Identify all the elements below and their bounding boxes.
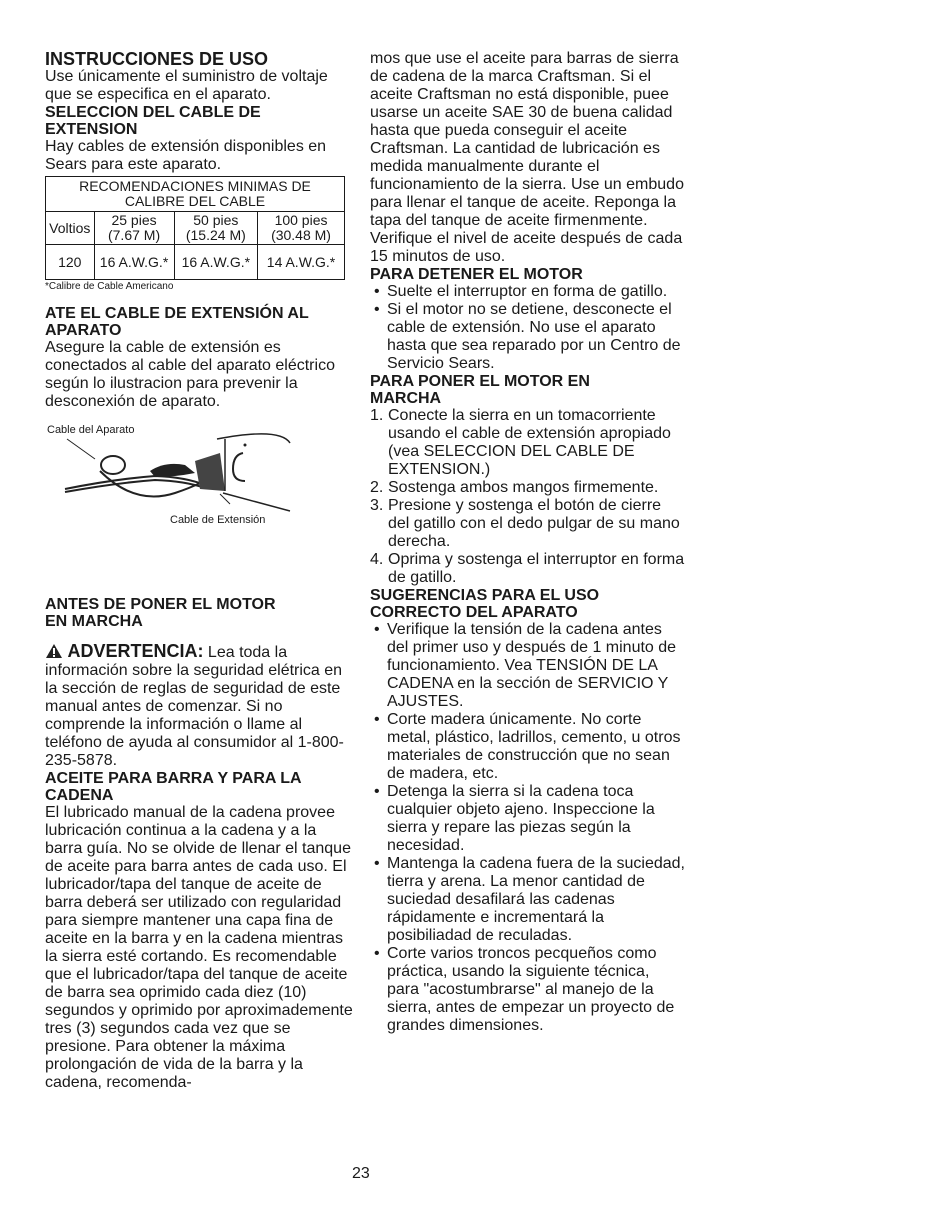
list-item: • Suelte el interruptor en forma de gatillo. <box>370 283 685 301</box>
list-item: 1. Conecte la sierra en un tomacorriente usando el cable de extensión apropiado (vea SELECCION DEL CABLE DE EXTENSION.) <box>370 407 671 478</box>
length-cell: 25 pies (7.67 M) <box>94 212 174 245</box>
gauge-cell: 16 A.W.G.* <box>94 245 174 280</box>
table-footnote: *Calibre de Cable Americano <box>45 281 174 292</box>
seleccion-cable-text: Hay cables de extensión disponibles en Sears para este aparato. <box>45 138 327 173</box>
list-item: 4. Oprima y sostenga el interruptor en forma de gatillo. <box>370 551 685 586</box>
right-column <box>370 50 685 1035</box>
detener-list <box>370 283 685 373</box>
poner-list <box>370 407 685 587</box>
warning-paragraph <box>45 642 355 770</box>
length-cell: 50 pies (15.24 M) <box>174 212 257 245</box>
volts-value: 120 <box>46 245 95 280</box>
list-item: • Detenga la sierra si la cadena toca cualquier objeto ajeno. Inspeccione la sierra y repare las piezas según la necesidad. <box>370 783 685 855</box>
ate-cable-text: Asegure la cable de extensión es conectados al cable del aparato eléctrico según lo ilustracion para prevenir la desconexión de aparato. <box>45 339 335 410</box>
poner-heading: PARA PONER EL MOTOR EN MARCHA <box>370 373 590 407</box>
extension-cable-label: Cable de Extensión <box>170 514 266 526</box>
gauge-cell: 16 A.W.G.* <box>174 245 257 280</box>
instrucciones-heading: INSTRUCCIONES DE USO <box>45 49 269 69</box>
antes-heading: ANTES DE PONER EL MOTOR EN MARCHA <box>45 596 276 630</box>
warning-triangle-icon <box>45 643 63 659</box>
volts-label: Voltios <box>46 212 95 245</box>
instrucciones-text: Use únicamente el suministro de voltaje que se especifica en el aparato. <box>45 68 328 103</box>
table-row <box>46 212 345 245</box>
page-number: 23 <box>352 1165 370 1182</box>
aceite-continued-text: mos que use el aceite para barras de sierra de cadena de la marca Craftsman. Si el aceite Craftsman no está disponible, puee usarse un aceite SAE 30 de buena calidad hasta que pueda conseguir el aceite Craftsman. La cantidad de lubricación es medida manualmente durante el funcionamiento de la sierra. Use un embudo para llenar el tanque de aceite. Reponga la tapa del tanque de aceite firmenmente. Verifique el nivel de aceite después de cada 15 minutos de uso. <box>370 50 684 265</box>
list-item: 3. Presione y sostenga el botón de cierre del gatillo con el dedo pulgar de su mano derecha. <box>370 497 680 550</box>
list-item: 2. Sostenga ambos mangos firmemente. <box>370 479 659 496</box>
gauge-cell: 14 A.W.G.* <box>258 245 345 280</box>
list-item: • Corte madera únicamente. No corte metal, plástico, ladrillos, cemento, u otros materiales de construcción que no sean de madera, etc. <box>370 711 685 783</box>
list-item: • Mantenga la cadena fuera de la suciedad, tierra y arena. La menor cantidad de suciedad desafilará las cadenas rápidamente e incrementará la posibiliadad de reculadas. <box>370 855 685 945</box>
sugerencias-heading: SUGERENCIAS PARA EL USO CORRECTO DEL APARATO <box>370 587 600 621</box>
list-item: • Si el motor no se detiene, desconecte el cable de extensión. No use el aparato hasta que sea reparado por un Centro de Servicio Sears. <box>370 301 685 373</box>
length-cell: 100 pies (30.48 M) <box>258 212 345 245</box>
aceite-text: El lubricado manual de la cadena provee lubricación continua a la cadena y a la barra guía. No se olvide de llenar el tanque de aceite para barra antes de cada uso. El lubricador/tapa del tanque de aceite de barra deberá ser utilizado con regularidad para siempre mantener una capa fina de aceite en la barra y en la cadena mientras la sierra esté cortando. Es recomendable que el lubricador/tapa del tanque de aceite de barra sea oprimido cada diez (10) segundos y oprimido por aproximademente tres (3) segundos cada vez que se presione. Para obtener la máxima prolongación de vida de la barra y la cadena, recomenda- <box>45 804 353 1091</box>
warning-label: ADVERTENCIA: <box>67 641 204 661</box>
ate-cable-heading: ATE EL CABLE DE EXTENSIÓN AL APARATO <box>45 305 309 339</box>
warning-text: Lea toda la información sobre la seguridad elétrica en la sección de reglas de seguridad de este manual antes de comenzar. Si no comprende la información o llame al teléfono de ayuda al consumidor al 1-800-235-5878. <box>45 644 344 769</box>
table-row <box>46 245 345 280</box>
left-column <box>45 50 355 1092</box>
sugerencias-list <box>370 621 685 1035</box>
table-title: RECOMENDACIONES MINIMAS DE CALIBRE DEL CABLE <box>46 177 345 212</box>
detener-heading: PARA DETENER EL MOTOR <box>370 266 583 283</box>
appliance-cable-label: Cable del Aparato <box>47 424 135 436</box>
cable-gauge-table <box>45 176 345 280</box>
seleccion-cable-heading: SELECCION DEL CABLE DE EXTENSION <box>45 104 261 138</box>
aceite-heading: ACEITE PARA BARRA Y PARA LA CADENA <box>45 770 302 804</box>
list-item: • Corte varios troncos pecqueños como práctica, usando la siguiente técnica, para "acostumbrarse" al manejo de la sierra, antes de empezar un proyecto de grandes dimensiones. <box>370 945 685 1035</box>
list-item: • Verifique la tensión de la cadena antes del primer uso y después de 1 minuto de funcionamiento. Vea TENSIÓN DE LA CADENA en la sección de SERVICIO Y AJUSTES. <box>370 621 685 711</box>
cable-connection-diagram <box>45 411 355 596</box>
